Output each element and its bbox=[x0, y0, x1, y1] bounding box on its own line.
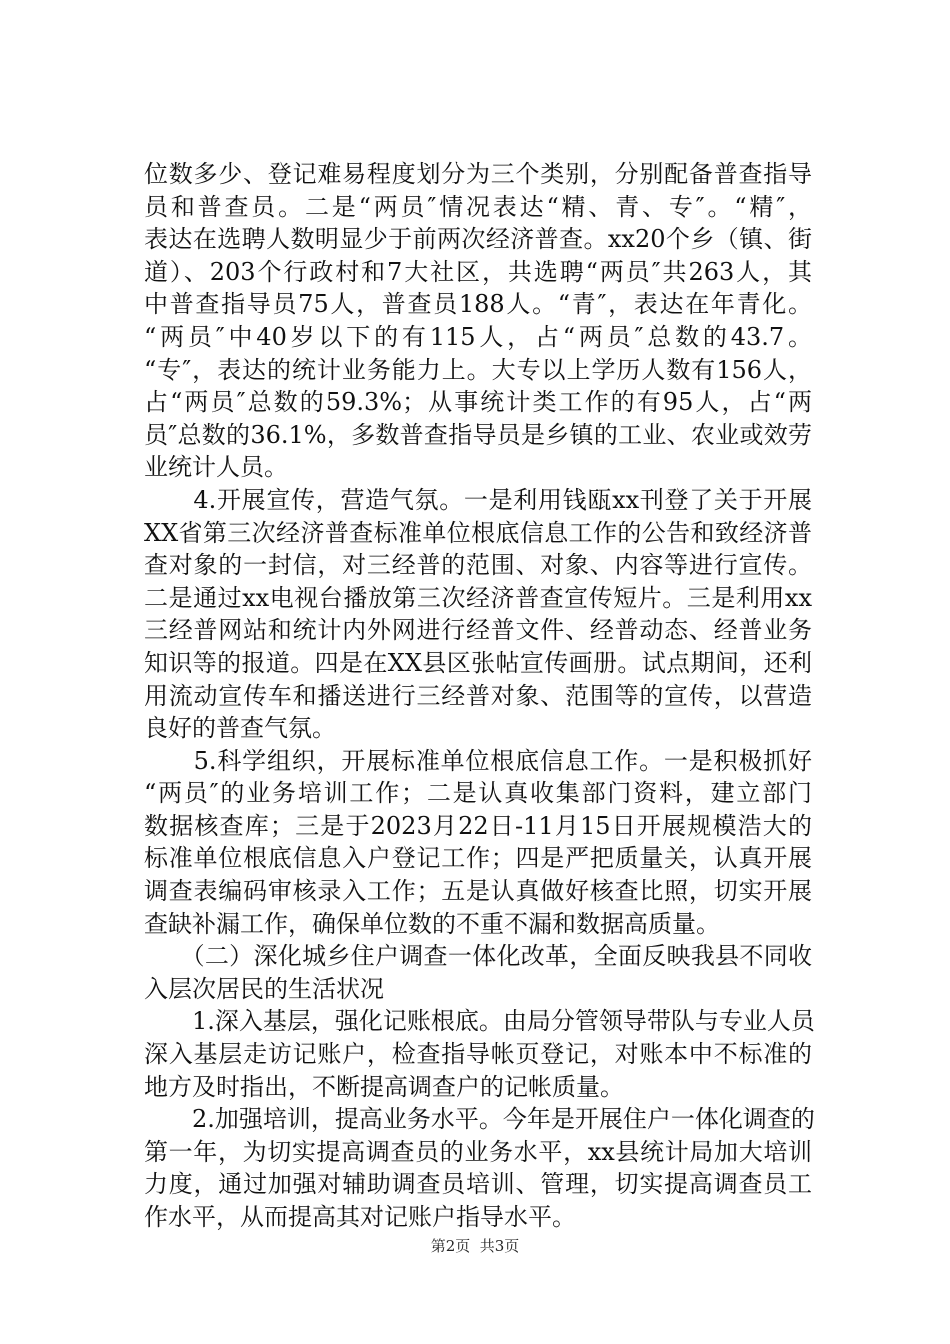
text-line: 1.深入基层，强化记账根底。由局分管领导带队与专业人员 bbox=[144, 1007, 815, 1036]
text-line: 员和普查员。二是“两员″情况表达“精、青、专″。“精″， bbox=[144, 192, 812, 221]
document-body bbox=[144, 158, 815, 1234]
page-footer: 第2页 共3页 bbox=[430, 1237, 520, 1255]
text-line: “两员″的业务培训工作；二是认真收集部门资料，建立部门 bbox=[144, 779, 812, 808]
text-line: “专″，表达的统计业务能力上。大专以上学历人数有156人， bbox=[144, 355, 812, 384]
text-line: “两员″中40岁以下的有115人，占“两员″总数的43.7。 bbox=[144, 322, 812, 351]
text-line: 员″总数的36.1%，多数普查指导员是乡镇的工业、农业或效劳 bbox=[144, 420, 812, 449]
text-line: XX省第三次经济普查标准单位根底信息工作的公告和致经济普 bbox=[144, 518, 812, 547]
text-line: 调查表编码审核录入工作；五是认真做好核查比照，切实开展 bbox=[144, 877, 812, 906]
section-heading-end-line: 入层次居民的生活状况 bbox=[144, 974, 384, 1003]
section-heading-line: （二）深化城乡住户调查一体化改革，全面反映我县不同收 bbox=[144, 942, 812, 971]
text-line: 位数多少、登记难易程度划分为三个类别，分别配备普查指导 bbox=[144, 160, 812, 188]
text-line: 2.加强培训，提高业务水平。今年是开展住户一体化调查的 bbox=[144, 1105, 815, 1134]
paragraph-end-line: 作水平，从而提高其对记账户指导水平。 bbox=[144, 1203, 576, 1231]
text-line: 三经普网站和统计内外网进行经普文件、经普动态、经普业务 bbox=[144, 616, 812, 645]
text-line: 表达在选聘人数明显少于前两次经济普查。xx20个乡（镇、街 bbox=[144, 225, 812, 254]
text-line: 力度，通过加强对辅助调查员培训、管理，切实提高调查员工 bbox=[144, 1170, 812, 1199]
paragraph-end-line: 业统计人员。 bbox=[144, 453, 288, 482]
text-line: 4.开展宣传，营造气氛。一是利用钱瓯xx刊登了关于开展 bbox=[144, 485, 812, 514]
paragraph-end-line: 地方及时指出，不断提高调查户的记帐质量。 bbox=[144, 1072, 624, 1101]
text-line: 中普查指导员75人，普查员188人。“青″，表达在年青化。 bbox=[144, 290, 812, 319]
text-line: 5.科学组织，开展标准单位根底信息工作。一是积极抓好 bbox=[144, 746, 812, 775]
text-line: 道）、203个行政村和7大社区，共选聘“两员″共263人，其 bbox=[144, 257, 812, 286]
paragraph-end-line: 查缺补漏工作，确保单位数的不重不漏和数据高质量。 bbox=[144, 909, 720, 938]
paragraph-end-line: 良好的普查气氛。 bbox=[144, 714, 336, 743]
text-line: 知识等的报道。四是在XX县区张帖宣传画册。试点期间，还利 bbox=[144, 648, 812, 677]
text-line: 第一年，为切实提高调查员的业务水平，xx县统计局加大培训 bbox=[144, 1137, 812, 1166]
text-line: 查对象的一封信，对三经普的范围、对象、内容等进行宣传。 bbox=[144, 551, 812, 580]
text-line: 占“两员″总数的59.3%；从事统计类工作的有95人，占“两 bbox=[144, 388, 812, 417]
text-line: 标准单位根底信息入户登记工作；四是严把质量关，认真开展 bbox=[144, 844, 812, 873]
text-line: 用流动宣传车和播送进行三经普对象、范围等的宣传，以营造 bbox=[144, 681, 812, 710]
text-line: 二是通过xx电视台播放第三次经济普查宣传短片。三是利用xx bbox=[144, 583, 812, 612]
text-line: 数据核查库；三是于2023月22日-11月15日开展规模浩大的 bbox=[144, 811, 812, 840]
text-line: 深入基层走访记账户，检查指导帐页登记，对账本中不标准的 bbox=[144, 1040, 812, 1069]
